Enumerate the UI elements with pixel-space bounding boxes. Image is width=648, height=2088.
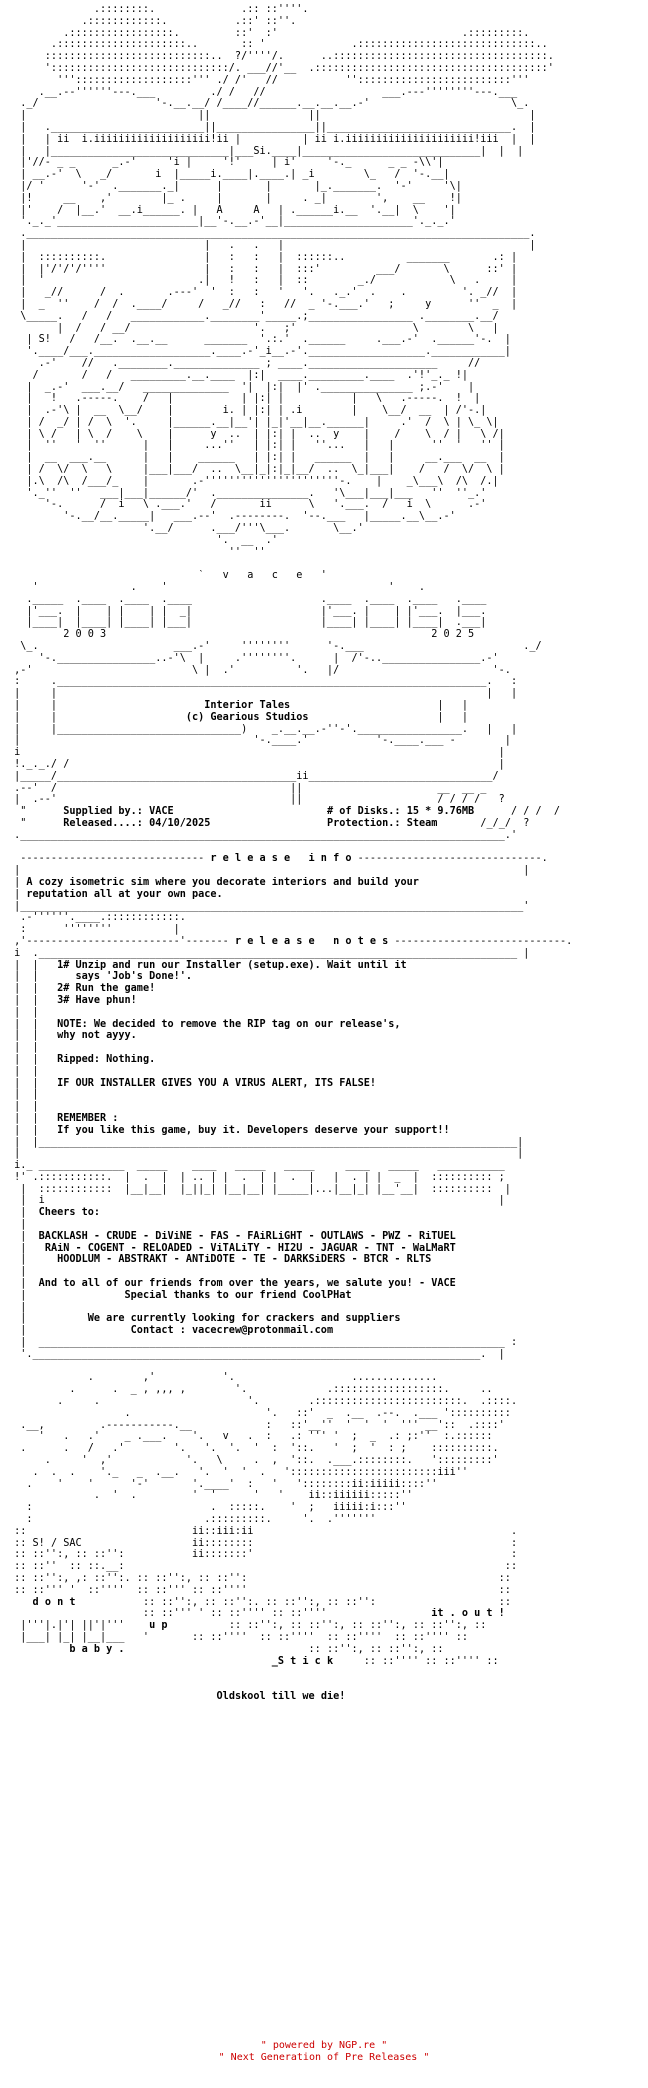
release-note-line: | |	[8, 1006, 58, 1018]
dj-up-row: |'''|.|'| ||'|''' u p :: ::'':, :: ::'':, :: ::'':, :: ::'':, ::	[8, 1620, 487, 1632]
ascii-art-line: / / / _________.__.____ |:| ____._________.____ .'!'_._ !|	[8, 369, 524, 381]
greets-friends: | And to all of our friends from over the years, we salute you! - VACE	[8, 1278, 456, 1290]
greets-looking: | We are currently looking for crackers and suppliers	[8, 1313, 401, 1325]
release-info-line-2: | reputation all at your own pace.	[8, 888, 223, 900]
slogan: Oldskool till we die!	[216, 1690, 346, 1702]
ascii-art-line: . '. ::' _ .__ .--. .___ '::::::::::	[8, 1407, 579, 1419]
dont-row: d o n t :: ::'':, :: ::'':. :: ::'':, :: ::'': ::	[32, 1596, 511, 1608]
bottom-ascii-art	[8, 1361, 640, 1526]
ascii-art-line: . . '. .::::::::::::::::::::::::. .::::.	[8, 1396, 591, 1408]
release-note-line: | |	[8, 1065, 58, 1077]
ascii-art-line: | __ ___.__ | | ______ | |:| | ______ | | __.___ __ |	[8, 452, 536, 464]
cheers-label: | Cheers to:	[8, 1207, 101, 1219]
release-note-line: | | NOTE: We decided to remove the RIP tag on our release's,	[8, 1018, 401, 1030]
ascii-art-line: '.__/ .___/'''\___. \__.'	[8, 523, 524, 535]
ascii-art-line: |! __ ,' |_ . | | . _| ', __ !|	[8, 192, 511, 204]
ascii-art-line: | _ '' / / .____/ / _// : // _ '-.___.' ; y '' _ |	[8, 298, 530, 310]
ascii-art-line: '.____/___.___________________.____.-'_i__.-'.___________________.____________|	[8, 346, 536, 358]
release-note-line: | | 2# Run the game!	[8, 983, 156, 995]
ascii-art-line: . ' . ' ' ' ' ii::iiiiii:::::''	[8, 1490, 573, 1502]
middle-ascii-art	[8, 228, 640, 358]
ascii-art-line: |____| |____| |____| |___| |____| |____| |____| .___|	[8, 617, 511, 629]
ascii-art-line: .::::::::::::. .::' ::''.	[8, 15, 585, 27]
footer	[0, 2040, 648, 2064]
ascii-art-line: | S! / /__. .__.__ _______ '.:.' .______ .___.-' .______'-. |	[8, 334, 536, 346]
release-note-line: | | REMEMBER :	[8, 1112, 119, 1124]
release-note-line: | | 1# Unzip and run our Installer (setup.exe). Wait until it	[8, 959, 407, 971]
ascii-art-line: : .:::::::::. '. .'''''''	[8, 1514, 573, 1525]
ascii-art-line: | .-'\ | __ \__/ | i. | |:| | .i | \__/ __ | /'-.|	[8, 405, 536, 417]
ascii-art-line: '._'' '' ___|___|______/' ._______________. '\___|___|___ '' ''_.'	[8, 487, 518, 499]
ascii-art-line: | | ii i.iiiiiiiiiiiiiiiiiii!ii | | ii i.iiiiiiiiiiiiiiiiiiiii!iii | |	[8, 133, 579, 145]
release-note-line: | |	[8, 1042, 58, 1054]
ascii-art-line: . ' ' '-' '.____' : ' '::::::::ii:iiiii::::''	[8, 1478, 567, 1490]
ascii-art-line: : . :::::. ' ; iiiii:i:::''	[8, 1502, 573, 1514]
group-name-letters: ` v a c e '	[8, 570, 327, 582]
release-notes-header: ,'-------------------------'------- r e l e a s e n o t e s ----------------------------.	[8, 935, 573, 947]
greets-contact: | Contact : vacecrew@protonmail.com	[8, 1325, 334, 1337]
game-title: | | Interior Tales | |	[8, 700, 469, 712]
ascii-art-line: | '' ' '' | | ...'' | |:| | ''... | | '' ' '' |	[8, 440, 536, 452]
ascii-art-line: . ' ,' '. \ . , '::. .___.::::::::. ':::::::::'	[8, 1455, 561, 1467]
baby-row: b a b y . :: ::'':, :: ::'':, ::	[69, 1643, 444, 1655]
ascii-art-line: | / _/ | / \ '. |______.__|__'| |_|'__|__.______| .' / \ | \_ \|	[8, 416, 536, 428]
ascii-art-line: ._____ .____ .____ .____ .____ .____ .____ .____	[8, 593, 511, 605]
ascii-art-line: ''':::::::::::::::::::''' ./ /' // '':::::::::::::::::::::::::'''	[8, 74, 579, 86]
release-note-line: | | why not ayyy.	[8, 1030, 137, 1042]
ascii-art-line: | ::::::::::. | : : | ::::::.. _______ .: |	[8, 251, 530, 263]
release-note-line: | |	[8, 1101, 58, 1113]
ascii-art-line: '-. / i \ .___.' / ii \ '.___. / i \ .-'	[8, 499, 530, 511]
ascii-art-line: | ! .-----. / | | |:| | | \ .-----. ! |	[8, 393, 530, 405]
ascii-art-line: '' ''	[8, 546, 530, 558]
release-note-line: | | 3# Have phun!	[8, 994, 137, 1006]
ascii-art-line: | _.-' ___.__/ ______________ '| |:| |' ._______________ ;.-' |	[8, 381, 524, 393]
release-notes-body	[8, 960, 640, 1137]
ascii-art-line: . . / .' '. '. '. ' : '::. ' ; ' : ; ::::::::::.	[8, 1443, 554, 1455]
lower-ascii-art	[8, 358, 640, 559]
stick-row: _S t i c k :: ::'''' :: ::'''' ::	[271, 1655, 499, 1667]
ascii-art-line: .:::::::::::::::::. ::' :' .:::::::::.	[8, 27, 579, 39]
ascii-art-line: \_____. / / ____________.________'_____.;_________________ .________.__/	[8, 310, 518, 322]
ascii-art-line: | / / __/ '. ;' \ \ |	[8, 322, 542, 334]
ascii-art-line: | _// / . .---' ' : : ' '. ._.' . . '. _// |	[8, 287, 530, 299]
nfo-document: .::::::::. .:: ::''''. .::::::::::::. .::' ::''. .:::::::::::::::::. ::' :' .:::::::::. .:::::::::::::::::::::.. :: ' .:::::::::::::::::::::::::::::.. :::::::::::::::::::::::::::.. ?/''''/. ..:::::::::::::::::::::::::::::::::::. ':::::::::::::::::::::::::::::/. ___//'__ .::::::::::::::::::::::::::::::::::::::' ''':::::::::::::::::::''' ./ /' // '':::::::::::::::::::::::::''' .__.--''''''---.___ ./ / // ___.---''''''''---.___ ._/ '-.__.__/ /____//______.__.__.__.-' \_. | || || | | ._________________________||________________||______________________________. | | | ii i.iiiiiiiiiiiiiiiiiii!ii | | ii i.iiiiiiiiiiiiiiiiiiiii!iii | | | |_____________________________|___Si.____|_____________________________| | | |'//- _ _ _.-' 'i | '!' | i' '-._ _ _ -\\'| | __.-' \ _/ i |_____i.____|.____.| _i \_ / '-.__| |/ ' '-' ._______._| | | |_._______. '-' '\| |! __ ,' |_ . | | . _| ', __ !| |' / |__.' __.i______. | A A | .______i.__ '.__| \ '| '._._'_______________________|__'-.__.-'__|_____________________'._._.' .__________________________________________________________________________________. | | . . | | | ::::::::::. | : : | ::::::.. _______ .: | | |'/'/'/'''' | : : | :::' ___/ \ ::' | | ' .| ! : | :: _./ \ . | | _// / . .---' ' : : ' '. ._.' . . '. _// | | _ '' / / .____/ / _// : // _ '-.___.' ; y '' _ | \_____. / / ____________.________'_____.;_________________ .________.__/ | / / __/ '. ;' \ \ | | S! / /__. .__.__ _______ '.:.' .______ .___.-' .______'-. | '.____/___.___________________.____.-'_i__.-'.___________________.____________| .-' // .________.______________ ; ____._____________________ // / / / _________.__.____ |:| ____._________.____ .'!'_._ !| | _.-' ___.__/ ______________ '| |:| |' ._______________ ;.-' | | ! .-----. / | | |:| | | \ .-----. ! | | .-'\ | __ \__/ | i. | |:| | .i | \__/ __ | /'-.| | / _/ | / \ '. |______.__|__'| |_|'__|__.______| .' / \ | \_ \| | \ / | \ / \ | y .. | |:| | .. y | / \ / | \ /| | '' ' '' | | ...'' | |:| | ''... | | '' ' '' | | __ ___.__ | | ______ | |:| | ______ | | __.___ __ | | / \/ \ \ |___|___/ .. \__|_|:|_|__/ .. \_|___| / / \/ \ | |.\ /\ /___/_ | .-''''''''''''''''''''''-. | _\___\ /\ /.| '._'' '' ___|___|______/' ._______________. '\___|___|___ '' ''_.' '-. / i \ .___.' / ii \ '.___. / i \ .-' '-.__/__._____| ___.--' .--------. '--.___ |_____.__\__.-' '.__/ .___/'''\___. \__.' '. __ .' '' '' ` v a c e ' ' . ' ' . ._____ .____ .____ .____ .____ .____ .____ .____ |'___. | | | | | _| |'___. | | |'___. |___. |____| |____| |____| |___| |____| |____| |____| .___| 2 0 0 3 2 0 2 5 \_. ___.-' '''''''' '-.___ ._/ '-.________________..-'\ | .''''''''. | /'-..________________.-' ,-' \ | .' '. |/ '-. : .______________________________________________________________________. : | | | | | | Interior Tales | | | | (c) Gearious Studios | | | |______________________________) _.__.__.-''-'._________________. | | | '-.____.' '-.____.___ - | i | !._._./ / | |_____/_______________________________________ii______________________________/ .--' / || __ __ _ | .--' || / / / / ? " Supplied by.: VACE # of Disks.: 15 * 9.76MB / / / / " Released....: 04/10/2025 Protection.: Steam /_/_/ ? ._______________________________________________________________________________.' ------------------------------ r e l e a s e i n f o ------------------------------. | | | A cozy isometric sim where you decorate interiors and build your | reputation all at your own pace. |__________________________________________________________________________________' .-''''''.____.::::::::::::. : '''''''' | ,'-------------------------'------- r e l e a s e n o t e s ----------------------------. i .______________________________________________________________________________ | | | 1# Unzip and run our Installer (setup.exe). Wait until it | | says 'Job's Done!'. | | 2# Run the game! | | 3# Have phun! | | | | NOTE: We decided to remove the RIP tag on our release's, | | why not ayyy. | | | | Ripped: Nothing. | | | | IF OUR INSTALLER GIVES YOU A VIRUS ALERT, ITS FALSE! | | | | | | REMEMBER : | | If you like this game, buy it. Developers deserve your support!! | |______________________________________________________________________________| | | i._ ______________ _____ ____ _____ _____ ____ _____ ___________ !' .:::::::::::. | . | | .. | | . | | . | | . | | _ | :::::::::: ; | :::::::::::: |__|__| |_||_| |__|__| |_____|...|__|_| |__'__| :::::::::: | | i | | Cheers to: | | BACKLASH - CRUDE - DiViNE - FAS - FAiRLiGHT - OUTLAWS - PWZ - RiTUEL | RAiN - COGENT - RELOADED - ViTALiTY - HI2U - JAGUAR - TNT - WaLMaRT | HOODLUM - ABSTRAKT - ANTiDOTE - TE - DARKSiDERS - BTCR - RLTS | | And to all of our friends from over the years, we salute you! - VACE | Special thanks to our friend CoolPHat | | We are currently looking for crackers and suppliers | Contact : vacecrew@protonmail.com | ____________________________________________________________________________ : '._________________________________________________________________________. | . ,' '. .............. . . _ , ,,, , '. .::::::::::::::::::. .. . . '. .::::::::::::::::::::::::. .::::. . '. ::' _ .__ .--. .___ ':::::::::: .__, .-----------.__ : ::'__'' ' ' ' ''' __':: .::::' ' . .' _ .___. '. v . : .: ''' ' ; _ .: ;:'' :.:::::: . . / .' '. '. '. ' : '::. ' ; ' : ; ::::::::::. . ' ,' '. \ . , '::. .___.::::::::. ':::::::::' . . . '._ _ .__. '. ' ' . '::::::::::::::::::::::::iii'' . ' ' '-' '.____' : ' '::::::::ii:iiiii::::'' . ' . ' ' ' ' ii::iiiiii:::::'' : . :::::. ' ; iiiii:i:::'' : .:::::::::. '. .''''''' :: ii::iii:ii . :: S! / SAC ii:::::::: : :: ::'':, :: ::'': ii:::::::' : :: ::'' :: ::.__: :: :: ::'':, ,: ::'':. :: ::'':, :: ::'': :: :: ::''' ' ::'''' :: ::''' :: ::'''' :: d o n t :: ::'':, :: ::'':. :: ::'':, :: ::'': :: :: ::''' ' :: ::'''' :: ::'''' it . o u t ! |'''|.|'| ||'|''' u p :: ::'':, :: ::'':, :: ::'':, :: ::'':, :: |___| |_| |__|___ ' :: ::'''' :: ::'''' :: ::'''' :: ::'''' :: b a b y . :: ::'':, :: ::'':, :: _S t i c k :: ::'''' :: ::'''' :: Oldskool till we die!	[8, 4, 640, 1703]
release-info-line-1: | A cozy isometric sim where you decorate interiors and build your	[8, 876, 419, 888]
ascii-art-line: | ._________________________||________________||______________________________. |	[8, 121, 579, 133]
greets-line-1: | BACKLASH - CRUDE - DiViNE - FAS - FAiRLiGHT - OUTLAWS - PWZ - RiTUEL	[8, 1230, 456, 1242]
release-note-line: | | says 'Job's Done!'.	[8, 971, 193, 983]
itout-row: :: ::''' ' :: ::'''' :: ::'''' it . o u t !	[8, 1608, 505, 1620]
ascii-art-line: '. __ .'	[8, 534, 530, 546]
ascii-art-line: | | . . | |	[8, 239, 548, 251]
ascii-art-line: |'___. | | | | | _| |'___. | | |'___. |___.	[8, 605, 511, 617]
signature: :: S! / SAC ii:::::::: :	[8, 1537, 518, 1549]
ascii-art-line: | __.-' \ _/ i |_____i.____|.____.| _i \_ / '-.__|	[8, 169, 499, 181]
release-note-line: | | If you like this game, buy it. Developers deserve your support!!	[8, 1124, 450, 1136]
ascii-art-line: | |'/'/'/'''' | : : | :::' ___/ \ ::' |	[8, 263, 530, 275]
ascii-art-line: .__________________________________________________________________________________.	[8, 228, 548, 240]
ascii-art-line: | \ / | \ / \ | y .. | |:| | .. y | / \ / | \ /|	[8, 428, 536, 440]
ascii-art-line: ._/ '-.__.__/ /____//______.__.__.__.-' \_.	[8, 98, 573, 110]
footer-tagline: " Next Generation of Pre Releases "	[218, 2052, 430, 2063]
ascii-art-line: .__.--''''''---.___ ./ / // ___.---''''''''---.___	[8, 86, 579, 98]
ascii-art-line: |'//- _ _ _.-' 'i | '!' | i' '-._ _ _ -\\'|	[8, 157, 493, 169]
top-ascii-art	[8, 4, 640, 228]
release-info-header: ------------------------------ r e l e a s e i n f o ------------------------------.	[8, 853, 548, 865]
ascii-art-line: . . . '._ _ .__. '. ' ' . '::::::::::::::::::::::::iii''	[8, 1466, 554, 1478]
release-note-line: | | IF OUR INSTALLER GIVES YOU A VIRUS ALERT, ITS FALSE!	[8, 1077, 377, 1089]
group-years: 2 0 0 3 2 0 2 5	[63, 629, 475, 641]
info-row-1: " Supplied by.: VACE # of Disks.: 15 * 9.76MB / / / /	[8, 806, 561, 818]
footer-powered: " powered by NGP.re "	[260, 2040, 388, 2051]
ascii-art-line: ':::::::::::::::::::::::::::::/. ___//'__ .::::::::::::::::::::::::::::::::::::::'	[8, 62, 579, 74]
greets-line-3: | HOODLUM - ABSTRAKT - ANTiDOTE - TE - DARKSiDERS - BTCR - RLTS	[8, 1254, 432, 1266]
ascii-art-line: | / \/ \ \ |___|___/ .. \__|_|:|_|__/ .. \_|___| / / \/ \ |	[8, 464, 530, 476]
release-note-line: | | Ripped: Nothing.	[8, 1053, 156, 1065]
ascii-art-line: :::::::::::::::::::::::::::.. ?/''''/. ..:::::::::::::::::::::::::::::::::::.	[8, 51, 579, 63]
ascii-art-line: | ' .| ! : | :: _./ \ . |	[8, 275, 530, 287]
release-note-line: | |	[8, 1089, 58, 1101]
ascii-art-line: |.\ /\ /___/_ | .-''''''''''''''''''''''-. | _\___\ /\ /.|	[8, 475, 524, 487]
ascii-art-line: .::::::::. .:: ::''''.	[8, 4, 585, 15]
ascii-art-line: |' / |__.' __.i______. | A A | .______i.__ '.__| \ '|	[8, 204, 505, 216]
greets-line-2: | RAiN - COGENT - RELOADED - ViTALiTY - HI2U - JAGUAR - TNT - WaLMaRT	[8, 1242, 456, 1254]
ascii-art-line: | || || |	[8, 110, 579, 122]
ascii-art-line: '-.__/__._____| ___.--' .--------. '--.___ |_____.__\__.-'	[8, 511, 518, 523]
ascii-art-line: ' . ' ' .	[8, 582, 561, 594]
ascii-art-line: | |_____________________________|___Si.____|_____________________________| | |	[8, 145, 567, 157]
ascii-art-line: .-' // .________.______________ ; ____._____________________ //	[8, 357, 524, 369]
info-row-2: " Released....: 04/10/2025 Protection.: Steam /_/_/ ?	[8, 817, 530, 829]
ascii-art-line: |/ ' '-' ._______._| | | |_._______. '-' '\|	[8, 180, 511, 192]
ascii-art-line	[8, 1361, 640, 1373]
ascii-art-line: . ,' '. ..............	[8, 1372, 591, 1384]
group-logo-art	[8, 582, 640, 629]
ascii-art-line: '._._'_______________________|__'-.__.-'__|_____________________'._._.'	[8, 216, 505, 228]
greets-thanks: | Special thanks to our friend CoolPHat	[8, 1289, 352, 1301]
ascii-art-line: . . _ , ,,, , '. .::::::::::::::::::. ..	[8, 1384, 585, 1396]
ascii-art-line: .__, .-----------.__ : ::'__'' ' ' ' ''' __':: .::::'	[8, 1419, 567, 1431]
ascii-art-line: .:::::::::::::::::::::.. :: ' .:::::::::::::::::::::::::::::..	[8, 39, 579, 51]
ascii-art-line: ' . .' _ .___. '. v . : .: ''' ' ; _ .: ;:'' :.::::::	[8, 1431, 561, 1443]
game-copyright: | | (c) Gearious Studios | |	[8, 711, 469, 723]
